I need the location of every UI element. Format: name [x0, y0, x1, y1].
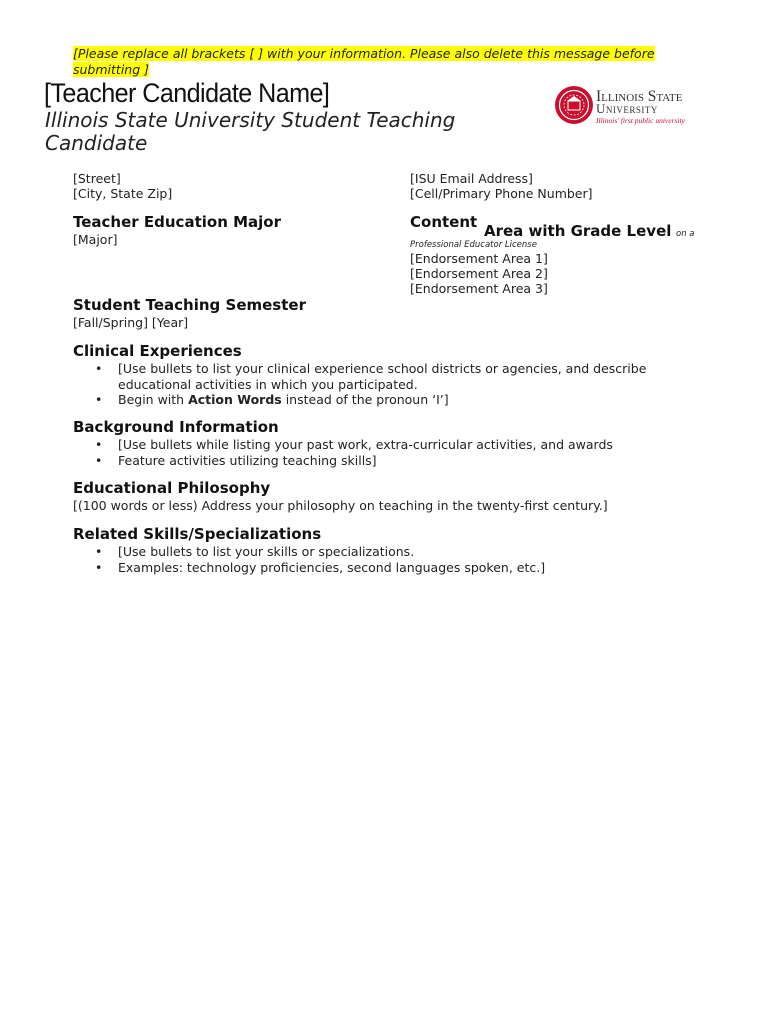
endorsement-area-1: [Endorsement Area 1]	[410, 251, 548, 266]
philosophy-value: [(100 words or less) Address your philosophy on teaching in the twenty-first century.]	[73, 498, 608, 513]
semester-heading: Student Teaching Semester	[73, 296, 306, 314]
clinical-heading: Clinical Experiences	[73, 342, 242, 360]
action-words: Action Words	[188, 392, 282, 407]
logo-line1: Illinois State	[596, 88, 683, 105]
skills-heading: Related Skills/Specializations	[73, 525, 322, 543]
clinical-list	[73, 361, 673, 408]
semester-value: [Fall/Spring] [Year]	[73, 315, 189, 330]
list-item: • Feature activities utilizing teaching skills]	[73, 453, 693, 469]
content-small-note1: on a	[676, 229, 695, 239]
list-item: • Begin with Action Words instead of the pronoun ‘I’]	[73, 392, 673, 408]
notice-text: [Please replace all brackets [ ] with your information. Please also delete this message before submitting ]	[73, 46, 655, 77]
content-heading-part2: Area with Grade Level	[484, 222, 672, 240]
endorsement-area-2: [Endorsement Area 2]	[410, 266, 548, 281]
street: [Street]	[73, 171, 121, 186]
major-heading: Teacher Education Major	[73, 213, 281, 231]
endorsement-area-3: [Endorsement Area 3]	[410, 281, 548, 296]
content-heading-part1: Content	[410, 213, 478, 231]
content-small-note2: Professional Educator License	[410, 240, 537, 250]
background-list	[73, 437, 693, 468]
candidate-name: [Teacher Candidate Name]	[44, 78, 330, 108]
candidate-subtitle: Illinois State University Student Teaching Candidate	[45, 108, 456, 155]
isu-logo	[553, 84, 713, 128]
list-item: • [Use bullets to list your clinical experience school districts or agencies, and describe educational activities in which you participated.	[73, 361, 673, 392]
city-state-zip: [City, State Zip]	[73, 186, 173, 201]
logo-tagline: Illinois' first public university	[596, 116, 685, 125]
phone-number: [Cell/Primary Phone Number]	[410, 186, 593, 201]
philosophy-heading: Educational Philosophy	[73, 479, 271, 497]
email-address: [ISU Email Address]	[410, 171, 533, 186]
instruction-notice	[73, 46, 673, 78]
list-item: • [Use bullets while listing your past work, extra-curricular activities, and awards	[73, 437, 693, 453]
list-item: • [Use bullets to list your skills or specializations.	[73, 544, 693, 560]
logo-line2: University	[596, 101, 658, 116]
list-item: • Examples: technology proficiencies, second languages spoken, etc.]	[73, 560, 693, 576]
background-heading: Background Information	[73, 418, 279, 436]
skills-list	[73, 544, 693, 575]
major-value: [Major]	[73, 232, 118, 247]
